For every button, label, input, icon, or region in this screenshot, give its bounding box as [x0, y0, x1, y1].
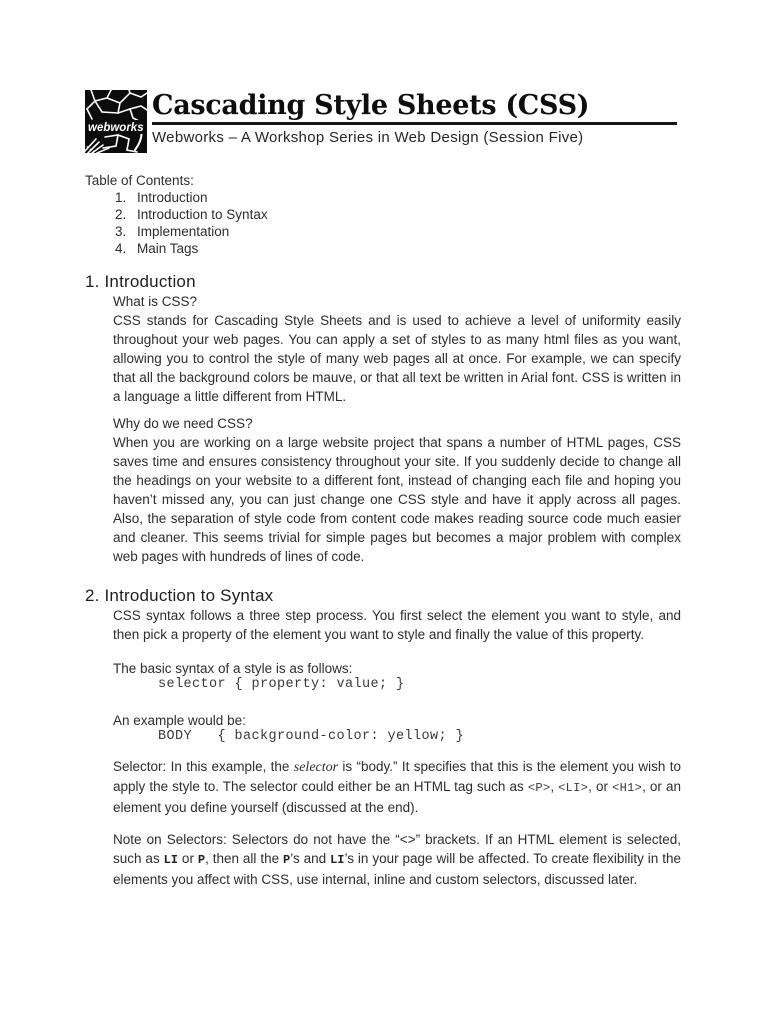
example-code: BODY { background-color: yellow; } — [158, 729, 465, 744]
toc-item-label: Introduction — [137, 190, 208, 205]
toc-item-number: 2. — [115, 207, 127, 222]
title-divider — [152, 122, 677, 125]
paragraph-syntax-intro: CSS syntax follows a three step process. You first select the element you want to style, and then pick a property of the element you want to style and finally the value of this property. — [113, 608, 681, 642]
logo-text: webworks — [88, 122, 144, 134]
header-text-block — [152, 90, 681, 147]
toc-item-implementation — [85, 223, 681, 240]
section-2-heading: 2. Introduction to Syntax — [85, 586, 274, 605]
section-1-body — [113, 292, 681, 566]
toc-item-label: Introduction to Syntax — [137, 207, 268, 222]
example-label: An example would be: — [113, 713, 246, 728]
section-1-heading: 1. Introduction — [85, 272, 196, 291]
toc-item-main-tags — [85, 240, 681, 257]
toc-item-label: Implementation — [137, 224, 230, 239]
page-content — [85, 90, 681, 889]
toc-item-introduction-to-syntax — [85, 206, 681, 223]
webworks-logo — [85, 90, 147, 153]
section-2-body — [113, 606, 681, 889]
paragraph-note-on-selectors: Note on Selectors: Selectors do not have the “<>” brackets. If an HTML element is selected, such as LI or P, then all the P’s and LI’s in your page will be affected. To create flexibility in the elements you affect with CSS, use internal, inline and custom selectors, discussed later. — [113, 832, 681, 887]
table-of-contents — [85, 172, 681, 257]
toc-item-introduction — [85, 189, 681, 206]
subheading-why-need-css: Why do we need CSS? — [113, 416, 253, 431]
subheading-what-is-css: What is CSS? — [113, 294, 198, 309]
toc-label: Table of Contents: — [85, 173, 194, 188]
document-header — [85, 90, 681, 153]
basic-syntax-code: selector { property: value; } — [158, 677, 405, 692]
basic-syntax-label: The basic syntax of a style is as follows: — [113, 661, 353, 676]
page-title: Cascading Style Sheets (CSS) — [152, 90, 590, 121]
toc-item-label: Main Tags — [137, 241, 199, 256]
paragraph-what-is-css: CSS stands for Cascading Style Sheets and is used to achieve a level of uniformity easily throughout your web pages. You can apply a set of styles to as many html files as you want, allowing you to control the style of many web pages all at once. For example, we can specify that all the background colors be mauve, or that all text be written in Arial font. CSS is written in a language a little different from HTML. — [113, 313, 681, 404]
paragraph-why-need-css: When you are working on a large website project that spans a number of HTML pages, CSS saves time and ensures consistency throughout your site. If you suddenly decide to change all the headings on your website to a different font, instead of changing each file and hoping you haven’t missed any, you can just change one CSS style and have it apply across all pages. Also, the separation of style code from content code makes reading source code much easier and cleaner. This seems trivial for simple pages but becomes a major problem with complex web pages with hundreds of lines of code. — [113, 435, 681, 564]
paragraph-selector-explanation: Selector: In this example, the selector is “body.” It specifies that this is the element you wish to apply the style to. The selector could either be an HTML tag such as <P>, <LI>, or <H1>, or an element you define yourself (discussed at the end). — [113, 759, 681, 815]
toc-item-number: 4. — [115, 241, 127, 256]
page-subtitle: Webworks – A Workshop Series in Web Design (Session Five) — [152, 129, 584, 146]
toc-item-number: 1. — [115, 190, 127, 205]
toc-item-number: 3. — [115, 224, 127, 239]
